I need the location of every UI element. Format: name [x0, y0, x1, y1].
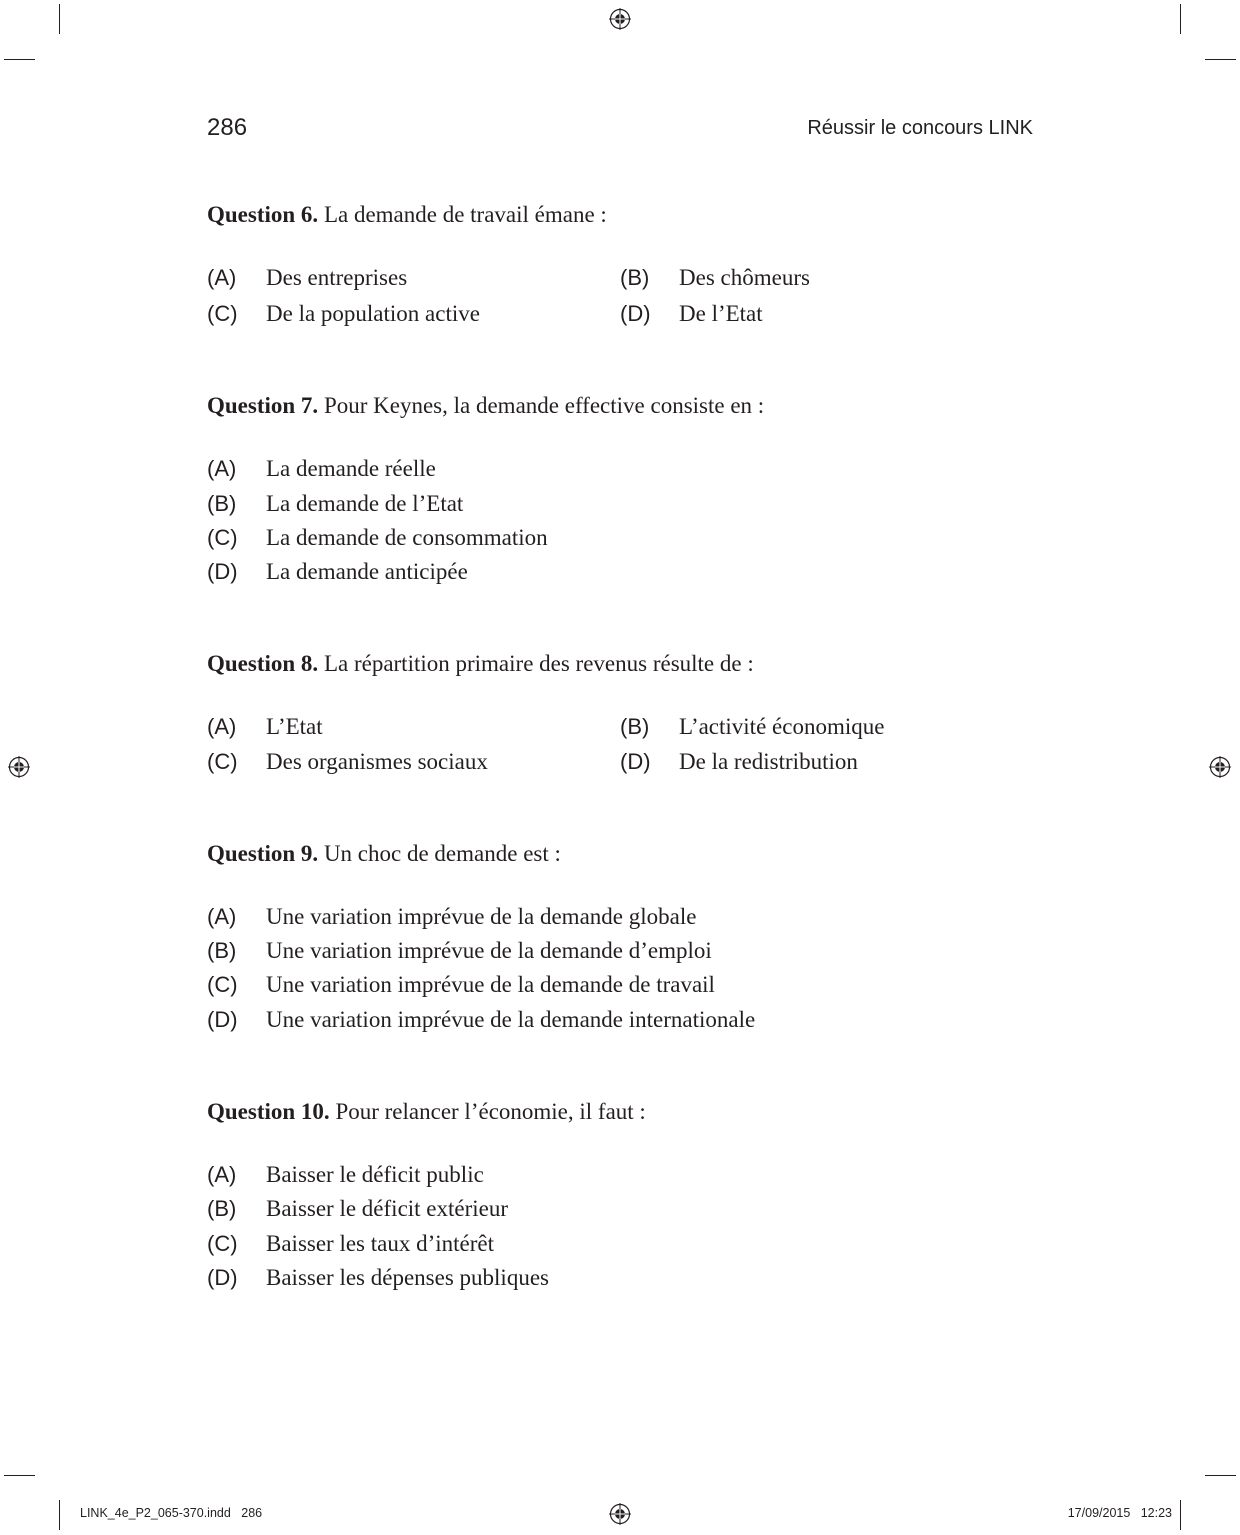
options-list [207, 454, 1037, 586]
option-text: L’Etat [266, 714, 323, 739]
option-letter: (A) [207, 904, 237, 929]
crop-mark [4, 1475, 35, 1476]
option-letter: (A) [207, 456, 237, 481]
question-label: Question 10. [207, 1099, 330, 1124]
slug-file-info: LINK_4e_P2_065-370.indd 286 [80, 1506, 263, 1520]
option-text: De l’Etat [679, 301, 763, 326]
option-letter: (B) [207, 491, 237, 516]
option-text: Des chômeurs [679, 265, 810, 290]
running-title: Réussir le concours LINK [807, 117, 1033, 139]
option-letter: (B) [620, 265, 650, 290]
crop-mark [59, 4, 60, 34]
option-letter: (B) [620, 714, 650, 739]
crop-mark [1205, 1475, 1236, 1476]
question-label: Question 9. [207, 841, 319, 866]
option-text: Une variation imprévue de la demande d’emploi [266, 938, 712, 963]
question-stem [207, 1097, 1037, 1127]
question-text: La demande de travail émane : [318, 202, 607, 227]
question-label: Question 8. [207, 651, 319, 676]
question-stem [207, 649, 1037, 679]
crop-mark [59, 1500, 60, 1530]
crop-mark [4, 59, 35, 60]
option-text: Des organismes sociaux [266, 749, 488, 774]
option-letter: (D) [620, 301, 651, 326]
option-letter: (C) [207, 301, 238, 326]
question-label: Question 6. [207, 202, 319, 227]
question-9 [207, 839, 1037, 1034]
options-list [207, 902, 1037, 1034]
page-number: 286 [207, 114, 248, 141]
question-stem [207, 200, 1037, 230]
question-stem [207, 839, 1037, 869]
question-8 [207, 649, 1037, 778]
option-letter: (A) [207, 1162, 237, 1187]
option-text: De la population active [266, 301, 480, 326]
option-text: Baisser les taux d’intérêt [266, 1231, 495, 1256]
option-text: De la redistribution [679, 749, 858, 774]
option-text: Des entreprises [266, 265, 408, 290]
registration-mark-icon [609, 1503, 631, 1525]
question-text: Pour Keynes, la demande effective consiste en : [318, 393, 765, 418]
option-text: Une variation imprévue de la demande internationale [266, 1007, 756, 1032]
option-letter: (D) [207, 559, 238, 584]
crop-mark [1180, 4, 1181, 34]
slug-datetime: 17/09/2015 12:23 [1067, 1506, 1172, 1520]
option-letter: (B) [207, 938, 237, 963]
options-list [207, 1160, 1037, 1292]
crop-mark [1205, 59, 1236, 60]
option-letter: (A) [207, 265, 237, 290]
registration-mark-icon [8, 756, 30, 778]
option-letter: (D) [207, 1265, 238, 1290]
question-7 [207, 391, 1037, 586]
question-stem [207, 391, 1037, 421]
option-text: Baisser le déficit public [266, 1162, 484, 1187]
option-letter: (B) [207, 1196, 237, 1221]
option-text: Baisser les dépenses publiques [266, 1265, 549, 1290]
option-letter: (C) [207, 1231, 238, 1256]
options-list [207, 712, 1037, 778]
question-text: La répartition primaire des revenus résulte de : [318, 651, 754, 676]
registration-mark-icon [609, 8, 631, 30]
crop-mark [1180, 1500, 1181, 1530]
option-text: La demande réelle [266, 456, 436, 481]
question-label: Question 7. [207, 393, 319, 418]
option-letter: (D) [620, 749, 651, 774]
option-text: Une variation imprévue de la demande de travail [266, 972, 715, 997]
question-text: Un choc de demande est : [318, 841, 561, 866]
option-text: L’activité économique [679, 714, 885, 739]
option-text: Baisser le déficit extérieur [266, 1196, 509, 1221]
option-text: La demande de consommation [266, 525, 548, 550]
question-6 [207, 200, 1037, 329]
option-letter: (C) [207, 972, 238, 997]
question-text: Pour relancer l’économie, il faut : [329, 1099, 646, 1124]
question-10 [207, 1097, 1037, 1292]
option-text: Une variation imprévue de la demande globale [266, 904, 697, 929]
registration-mark-icon [1209, 756, 1231, 778]
option-letter: (C) [207, 525, 238, 550]
option-text: La demande de l’Etat [266, 491, 464, 516]
options-list [207, 263, 1037, 329]
option-letter: (A) [207, 714, 237, 739]
option-text: La demande anticipée [266, 559, 468, 584]
option-letter: (C) [207, 749, 238, 774]
option-letter: (D) [207, 1007, 238, 1032]
